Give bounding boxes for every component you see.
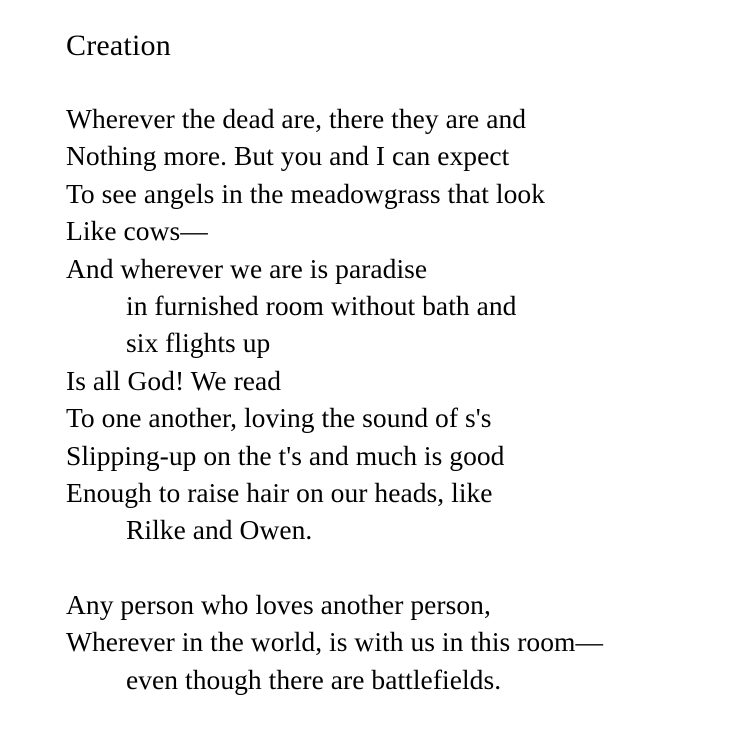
poem-line: Wherever the dead are, there they are and [66,103,527,134]
poem-line: To see angels in the meadowgrass that look [66,177,546,209]
poem-line: And wherever we are is paradise [66,252,428,284]
stanza-1 [66,100,545,549]
poem-line-indented: Rilke and Owen. [126,514,313,546]
poem-line: Slipping-up on the t's and much is good [66,439,505,471]
poem-line: Nothing more. But you and I can expect [66,140,510,172]
stanza-2 [66,586,603,698]
poem-line: Wherever in the world, is with us in this room— [66,626,603,658]
poem-line: Is all God! We read [66,364,282,396]
poem-line: To one another, loving the sound of s's [66,402,492,434]
poem-line-indented: in furnished room without bath and [126,289,517,321]
poem-line: Enough to raise hair on our heads, like [66,476,493,508]
poem-line-indented: six flights up [126,327,271,359]
poem-line: Like cows— [66,215,208,247]
poem-title: Creation [66,29,171,62]
poem-line-indented: even though there are battlefields. [126,663,502,695]
poem-line: Any person who loves another person, [66,589,491,620]
